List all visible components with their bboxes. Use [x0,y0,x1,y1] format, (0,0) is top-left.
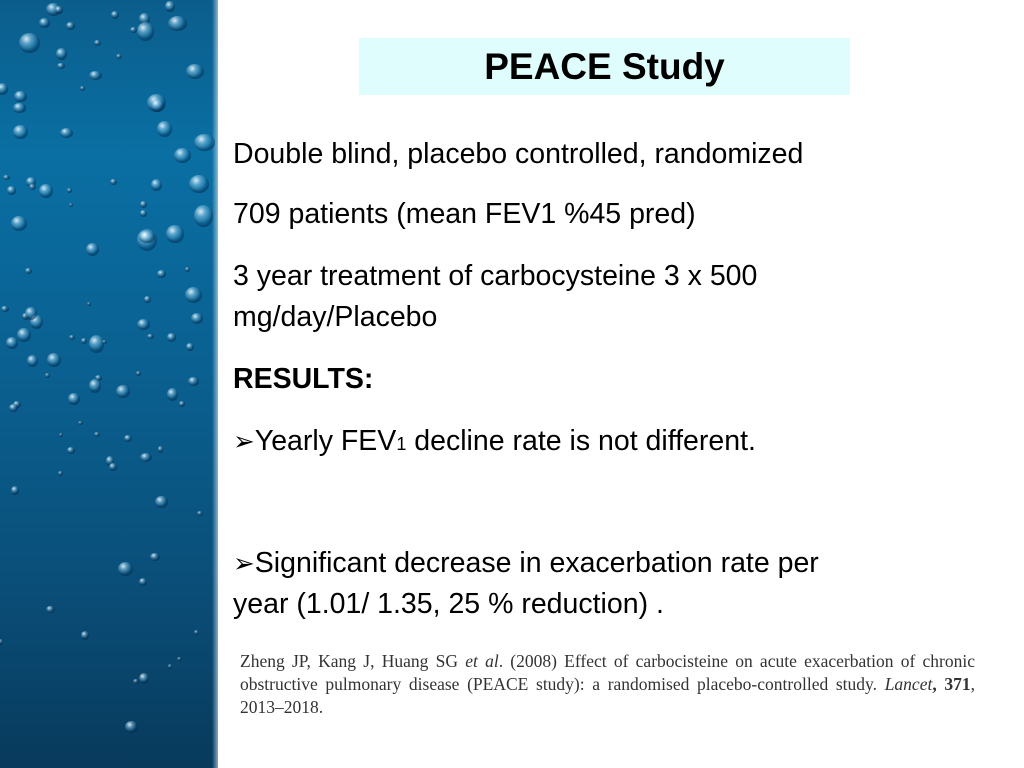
bubble [102,340,107,344]
bubble [67,447,74,453]
bubble [57,63,64,69]
bubble [81,338,87,344]
treatment-line: 3 year treatment of carbocysteine 3 x 500 [233,260,758,292]
bullet-exacerbation: ➢Significant decrease in exacerbation rate per [233,547,819,579]
bubble [45,373,50,378]
bubble [55,6,62,14]
bubble [118,562,133,576]
bullet-arrow-icon: ➢ [233,548,255,578]
bubble [25,307,37,320]
bubble [147,334,154,339]
bubble [67,188,72,192]
bubble [186,343,194,351]
bubble [186,64,204,79]
bullet-arrow-icon: ➢ [233,426,255,456]
treatment-line-cont: mg/day/Placebo [233,301,438,333]
bubble [185,287,203,303]
strip-edge [212,0,218,768]
bubble [0,639,3,645]
bubble [9,404,19,412]
bubble [39,18,49,27]
bullet-exacerbation-cont: year (1.01/ 1.35, 25 % reduction) . [233,588,664,620]
bubble [60,128,73,138]
design-line: Double blind, placebo controlled, randomized [233,138,804,170]
bubble [94,40,101,46]
bubble [179,401,184,407]
bubble [158,446,164,452]
bubble [130,27,137,33]
bullet-fev1: ➢Yearly FEV1 decline rate is not different. [233,425,756,457]
bubble [167,388,178,401]
bubble [140,201,147,208]
results-heading: RESULTS: [233,363,374,395]
bubble [78,421,83,425]
bubble [137,22,154,41]
bubble [89,335,105,352]
bubble [47,353,60,366]
bubble [150,553,159,560]
bubble [7,186,17,194]
bubble [197,511,203,517]
bubble [68,393,80,406]
bubble [111,11,119,19]
bubble [157,121,172,137]
bubble [166,225,184,243]
bubble [151,179,162,190]
bubble [56,48,67,60]
bubble [133,679,139,684]
bubble [191,313,203,323]
water-bubbles-image [0,0,218,768]
bubble [136,371,141,375]
bubble [174,148,191,163]
bubble [39,184,53,198]
bubble [194,630,199,635]
bubble [177,657,182,661]
slide-title: PEACE Study [484,45,725,87]
bubble [17,328,31,342]
bubble [116,385,131,398]
bubble [19,33,41,53]
bubble [110,179,117,185]
bubble [189,175,209,193]
bubble [1,306,9,312]
bubble [46,606,55,614]
bubble [137,319,150,330]
bubble [69,335,75,340]
bubble [81,631,89,640]
bubble [139,673,149,684]
bubble [139,231,155,243]
bubble [140,210,146,217]
bubble [66,22,75,30]
bubble [3,175,10,181]
bubble [11,486,19,495]
bubble [59,433,63,437]
bubble [165,1,175,12]
bubble [89,379,101,393]
bubble [185,267,190,272]
bubble [69,203,73,207]
bubble [94,432,100,437]
bubble [125,721,138,733]
bubble [80,86,86,91]
bubble [0,83,8,95]
bubble [86,243,99,256]
bubble [194,205,213,227]
bubble [13,103,25,112]
bubble [6,337,19,348]
bubble [89,71,102,81]
bubble [194,134,215,151]
bubble [109,463,117,471]
title-box [359,38,850,95]
bubble [155,496,168,508]
bubble [11,216,27,231]
bubble [151,99,164,112]
bubble [140,453,152,462]
bubble [116,54,122,59]
bubble [168,664,172,669]
bubble [25,268,32,274]
bubble [167,333,176,342]
bubble [139,578,147,586]
bubble [13,125,28,139]
patients-line: 709 patients (mean FEV1 %45 pred) [233,198,696,230]
bubble [157,270,166,278]
bubble [29,184,36,190]
bubble [168,16,187,31]
reference-citation: Zheng JP, Kang J, Huang SG et al. (2008) Effect of carbocisteine on acute exacerbation of chronic obstructive pulmonary disease (PEACE study): a randomised placebo-controlled study. Lancet, 371, 2013–2018. [240,651,976,717]
bubble [124,435,132,441]
bubble [144,296,150,303]
bubble [14,91,27,103]
bubble [27,355,39,367]
bubble [87,302,91,306]
bubble [58,471,63,476]
bubble [188,377,198,385]
